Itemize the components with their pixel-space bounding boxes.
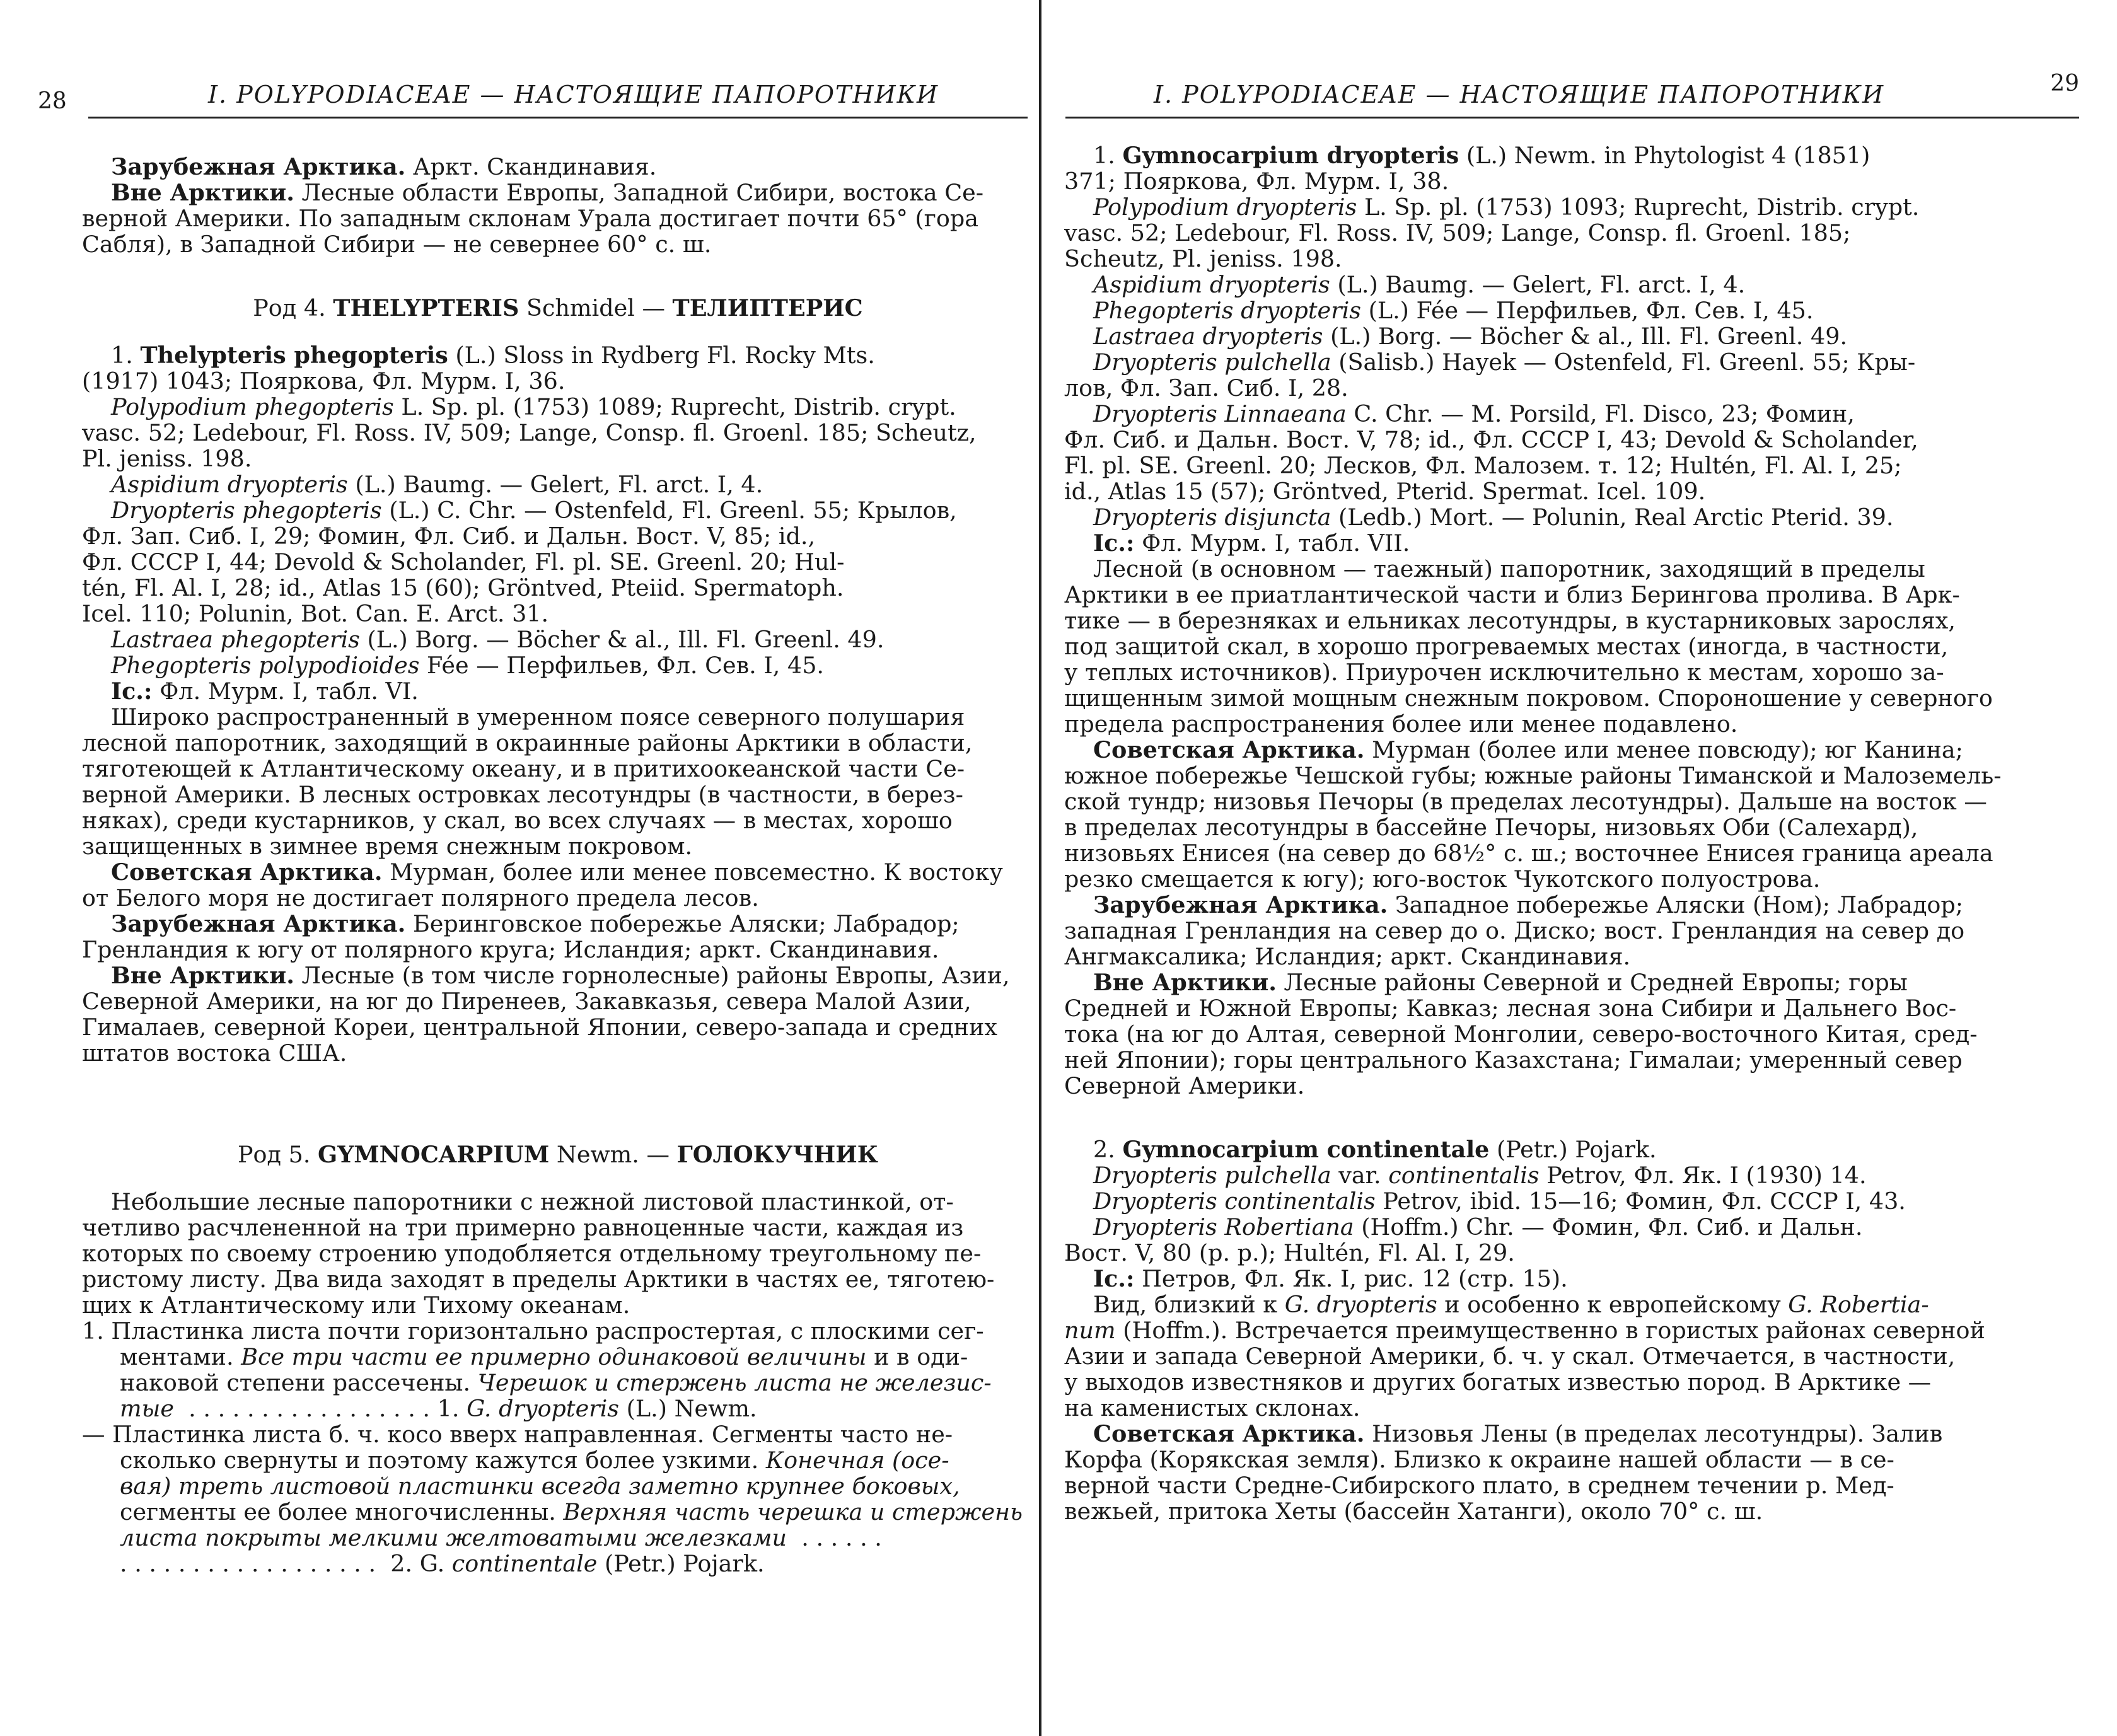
text-run: Вне Арктики.: [111, 179, 294, 206]
text-run: сегменты ее более многочисленны.: [120, 1498, 564, 1525]
text-run: листа покрыты мелкими желтоватыми железками: [120, 1524, 787, 1551]
left-text-line: [82, 963, 1034, 988]
right-text-line: [1064, 298, 2085, 323]
left-text-line: [82, 1396, 1034, 1421]
text-run: var.: [1331, 1162, 1389, 1189]
text-run: Черешок и стержень листа не железис-: [477, 1369, 992, 1396]
text-run: Polypodium phegopteris: [111, 393, 394, 420]
right-text-line: [1064, 1214, 2085, 1240]
left-text-line: [82, 420, 1034, 446]
right-text-line: [1064, 194, 2085, 220]
text-run: Азии и запада Северной Америки, б. ч. у скал. Отмечается, в частности,: [1064, 1343, 1956, 1370]
right-text-line: [1064, 918, 2085, 944]
right-text-line: [1064, 1447, 2085, 1473]
text-run: Polypodium dryopteris: [1093, 194, 1357, 221]
text-run: у теплых источников). Приурочен исключительно к местам, хорошо за-: [1064, 659, 1944, 686]
right-text-line: [1064, 1137, 2085, 1162]
text-run: G. dryopteris: [1284, 1291, 1437, 1318]
text-run: Thelypteris phegopteris: [140, 342, 448, 369]
right-text-line: [1064, 1266, 2085, 1292]
left-text-line: [82, 1104, 1034, 1142]
right-text-line: [1064, 1162, 2085, 1188]
text-run: Pl. jeniss. 198.: [82, 445, 252, 472]
text-run: Gymnocarpium continentale: [1122, 1136, 1490, 1163]
right-text-line: [1064, 892, 2085, 918]
text-run: tén, Fl. Al. I, 28; id., Atlas 15 (60); Gröntved, Pteiid. Spermatoph.: [82, 574, 844, 601]
left-text-line: [82, 1318, 1034, 1344]
text-run: штатов востока США.: [82, 1039, 347, 1067]
text-run: Широко распространенный в умеренном поясе северного полушария: [111, 703, 965, 731]
left-text-line: [82, 1215, 1034, 1241]
right-text-line: [1064, 272, 2085, 298]
text-run: Ic.:: [111, 678, 153, 705]
right-text-line: [1064, 323, 2085, 349]
text-run: Dryopteris continentalis: [1093, 1188, 1376, 1215]
text-run: Aspidium dryopteris: [1093, 271, 1330, 298]
left-text-line: [82, 1344, 1034, 1370]
right-text-line: [1064, 1421, 2085, 1447]
right-text-line: [1064, 220, 2085, 246]
left-text-line: [82, 342, 1034, 368]
right-text-line: [1064, 608, 2085, 634]
right-text-line: [1064, 1240, 2085, 1266]
text-run: vasc. 52; Ledebour, Fl. Ross. IV, 509; Lange, Consp. fl. Groenl. 185; Scheutz,: [82, 419, 977, 446]
left-text-line: [82, 911, 1034, 937]
text-run: резко смещается к югу); юго-восток Чукотского полуострова.: [1064, 865, 1821, 893]
text-run: Гималаев, северной Кореи, центральной Японии, северо-запада и средних: [82, 1014, 997, 1041]
left-text-line: [82, 368, 1034, 394]
left-text-line: [82, 180, 1034, 205]
right-text-line: [1064, 685, 2085, 711]
text-run: Верхняя часть черешка и стержень: [563, 1498, 1023, 1525]
text-run: . . . . . . . . . . . . . . . . . 1.: [173, 1395, 467, 1422]
left-text-line: [82, 231, 1034, 257]
left-text-line: [82, 549, 1034, 575]
right-text-line: [1064, 453, 2085, 478]
text-run: Фл. Сиб. и Дальн. Вост. V, 78; id., Фл. СССР I, 43; Devold & Scholander,: [1064, 426, 1918, 453]
right-text-line: [1064, 349, 2085, 375]
text-run: тяготеющей к Атлантическому океану, и в притихоокеанской части Се-: [82, 755, 965, 782]
right-text-line: [1064, 840, 2085, 866]
text-run: тике — в березняках и ельниках лесотундры, в кустарниковых зарослях,: [1064, 607, 1956, 634]
text-run: Лесные районы Северной и Средней Европы; горы: [1276, 969, 1908, 996]
right-text-line: [1064, 1317, 2085, 1343]
right-text-line: [1064, 375, 2085, 401]
text-run: от Белого моря не достигает полярного предела лесов.: [82, 884, 759, 911]
left-text-line: [82, 988, 1034, 1014]
right-page-body: [1064, 142, 2085, 1524]
text-run: и особенно к европейскому: [1437, 1291, 1789, 1318]
left-text-line: [82, 205, 1034, 231]
text-run: Сабля), в Западной Сибири — не севернее 60° с. ш.: [82, 231, 712, 258]
text-run: (Petr.) Pojark.: [1489, 1136, 1657, 1163]
text-run: Petrov, ibid. 15—16; Фомин, Фл. СССР I, 43.: [1375, 1188, 1906, 1215]
text-run: (L.) Borg. — Böcher & al., Ill. Fl. Greenl. 49.: [1323, 323, 1848, 350]
right-text-line: [1064, 530, 2085, 556]
text-run: верной Америки. По западным склонам Урала достигает почти 65° (гора: [82, 205, 978, 232]
left-text-line: [82, 1241, 1034, 1266]
right-text-line: [1064, 944, 2085, 969]
text-run: Petrov, Фл. Як. I (1930) 14.: [1539, 1162, 1867, 1189]
text-run: Все три части ее примерно одинаковой величины: [241, 1343, 867, 1370]
text-run: Лесной (в основном — таежный) папоротник, заходящий в пределы: [1093, 555, 1925, 582]
right-text-line: [1064, 634, 2085, 659]
text-run: Lastraea phegopteris: [111, 626, 360, 653]
text-run: 2.: [1093, 1136, 1123, 1163]
left-text-line: [82, 497, 1034, 523]
right-text-line: [1064, 504, 2085, 530]
text-run: Icel. 110; Polunin, Bot. Can. E. Arct. 31.: [82, 600, 549, 627]
right-text-line: [1064, 995, 2085, 1021]
left-text-line: [82, 652, 1034, 678]
left-text-line: [82, 1499, 1034, 1525]
text-run: Вост. V, 80 (p. p.); Hultén, Fl. Al. I, 29.: [1064, 1239, 1515, 1266]
text-run: Dryopteris phegopteris: [111, 497, 382, 524]
text-run: id., Atlas 15 (57); Gröntved, Pterid. Spermat. Icel. 109.: [1064, 478, 1706, 505]
left-text-line: [82, 394, 1034, 420]
left-text-line: [82, 1292, 1034, 1318]
text-run: западная Гренландия на север до о. Диско; вост. Гренландия на север до: [1064, 917, 1965, 944]
text-run: (Salisb.) Hayek — Ostenfeld, Fl. Greenl. 55; Кры-: [1331, 349, 1916, 376]
text-run: няках), среди кустарников, у скал, во всех случаях — в местах, хорошо: [82, 807, 953, 834]
text-run: Вне Арктики.: [1093, 969, 1277, 996]
left-text-line: [82, 154, 1034, 180]
left-text-line: [82, 601, 1034, 627]
text-run: Лесные (в том числе горнолесные) районы Европы, Азии,: [294, 962, 1010, 989]
text-run: ТЕЛИПТЕРИС: [672, 294, 863, 321]
text-run: на каменистых склонах.: [1064, 1394, 1360, 1421]
text-run: (Ledb.) Mort. — Polunin, Real Arctic Pterid. 39.: [1331, 504, 1894, 531]
left-text-line: [82, 1167, 1034, 1189]
text-run: которых по своему строению уподобляется отдельному треугольному пе-: [82, 1240, 982, 1267]
left-text-line: [82, 1142, 1034, 1167]
left-text-line: [82, 627, 1034, 652]
text-run: vasc. 52; Ledebour, Fl. Ross. IV, 509; Lange, Consp. fl. Groenl. 185;: [1064, 219, 1851, 246]
text-run: 371; Пояркова, Фл. Мурм. I, 38.: [1064, 168, 1449, 195]
running-header-right-text: I. POLYPODIACEAE — НАСТОЯЩИЕ ПАПОРОТНИКИ: [1154, 81, 1885, 108]
text-run: continentalis: [1388, 1162, 1540, 1189]
left-text-line: [82, 1473, 1034, 1499]
left-text-line: [82, 1421, 1034, 1447]
left-page: [0, 0, 1047, 1736]
text-run: предела распространения более или менее подавлено.: [1064, 710, 1738, 738]
right-text-line: [1064, 1369, 2085, 1395]
text-run: Dryopteris pulchella: [1093, 1162, 1331, 1189]
left-text-line: [82, 1525, 1034, 1551]
text-run: щищенным зимой мощным снежным покровом. Спороношение у северного: [1064, 685, 1993, 712]
text-run: Зарубежная Арктика.: [111, 153, 406, 180]
right-text-line: [1064, 1498, 2085, 1524]
text-run: Фл. Мурм. I, табл. VI.: [152, 678, 419, 705]
right-text-line: [1064, 711, 2085, 737]
right-text-line: [1064, 866, 2085, 892]
text-run: (L.) Sloss in Rydberg Fl. Rocky Mts.: [448, 342, 875, 369]
text-run: . . . . . . . . . . . . . . . . . . 2. G.: [120, 1550, 452, 1577]
text-run: южное побережье Чешской губы; южные районы Тиманской и Малоземель-: [1064, 762, 2002, 789]
text-run: тые: [120, 1395, 174, 1422]
page-gutter-divider: [1039, 0, 1041, 1736]
left-text-line: [82, 1266, 1034, 1292]
text-run: ГОЛОКУЧНИК: [676, 1141, 878, 1168]
right-text-line: [1064, 1343, 2085, 1369]
text-run: лов, Фл. Зап. Сиб. I, 28.: [1064, 374, 1348, 402]
text-run: Fée — Перфильев, Фл. Сев. I, 45.: [419, 652, 825, 679]
right-text-line: [1064, 142, 2085, 168]
text-run: ской тундр; низовья Печоры (в пределах лесотундры). Дальше на восток —: [1064, 788, 1987, 815]
text-run: . . . . . .: [787, 1524, 882, 1551]
text-run: Советская Арктика.: [111, 859, 383, 886]
left-text-line: [82, 1040, 1034, 1066]
left-text-line: [82, 704, 1034, 730]
left-text-line: [82, 446, 1034, 472]
text-run: Аркт. Скандинавия.: [405, 153, 657, 180]
right-text-line: [1064, 1188, 2085, 1214]
right-text-line: [1064, 1473, 2085, 1498]
left-page-body: [82, 154, 1034, 1577]
text-run: ристому листу. Два вида заходят в пределы Арктики в частях ее, тяготею-: [82, 1266, 995, 1293]
text-run: Aspidium dryopteris: [111, 471, 348, 498]
left-text-line: [82, 859, 1034, 885]
running-header-left-text: I. POLYPODIACEAE — НАСТОЯЩИЕ ПАПОРОТНИКИ: [208, 81, 939, 108]
text-run: у выходов известняков и других богатых известью пород. В Арктике —: [1064, 1369, 1932, 1396]
header-rule-left: [88, 117, 1028, 119]
right-text-line: [1064, 427, 2085, 453]
text-run: щих к Атлантическому или Тихому океанам.: [82, 1292, 630, 1319]
text-run: Вид, близкий к: [1093, 1291, 1285, 1318]
left-text-line: [82, 756, 1034, 782]
text-run: (Hoffm.). Встречается преимущественно в гористых районах северной: [1115, 1317, 1985, 1344]
right-text-line: [1064, 1292, 2085, 1317]
page-number-right: 29: [2050, 71, 2079, 96]
right-text-line: [1064, 1395, 2085, 1421]
text-run: 1. Пластинка листа почти горизонтально распростертая, с плоскими сег-: [82, 1317, 984, 1345]
text-run: верной части Средне-Сибирского плато, в среднем течении р. Мед-: [1064, 1472, 1894, 1499]
left-text-line: [82, 885, 1034, 911]
right-text-line: [1064, 1021, 2085, 1047]
text-run: Зарубежная Арктика.: [111, 910, 406, 937]
right-text-line: [1064, 582, 2085, 608]
text-run: 1.: [111, 342, 141, 369]
text-run: (L.) Baumg. — Gelert, Fl. arct. I, 4.: [1330, 271, 1746, 298]
text-run: четливо расчлененной на три примерно равноценные части, каждая из: [82, 1214, 964, 1241]
text-run: (L.) Fée — Перфильев, Фл. Сев. I, 45.: [1361, 297, 1814, 324]
text-run: C. Chr. — M. Porsild, Fl. Disco, 23; Фомин,: [1346, 400, 1855, 427]
left-text-line: [82, 782, 1034, 807]
header-rule-right: [1065, 117, 2079, 119]
text-run: Фл. Мурм. I, табл. VII.: [1134, 529, 1410, 557]
left-text-line: [82, 523, 1034, 549]
right-text-line: [1064, 969, 2085, 995]
text-run: G. Robertia-: [1788, 1291, 1929, 1318]
text-run: Newm. —: [549, 1141, 677, 1168]
text-run: (L.) Newm. in Phytologist 4 (1851): [1459, 142, 1870, 169]
left-text-line: [82, 833, 1034, 859]
text-run: Гренландия к югу от полярного круга; Исландия; аркт. Скандинавия.: [82, 936, 939, 963]
left-text-line: [82, 937, 1034, 963]
right-text-line: [1064, 763, 2085, 789]
text-run: Беринговское побережье Аляски; Лабрадор;: [405, 910, 960, 937]
text-run: Фл. Зап. Сиб. I, 29; Фомин, Фл. Сиб. и Дальн. Вост. V, 85; id.,: [82, 523, 816, 550]
text-run: Род 4.: [253, 294, 334, 321]
text-run: Корфа (Корякская земля). Близко к окраине нашей области — в се-: [1064, 1446, 1894, 1473]
text-run: L. Sp. pl. (1753) 1089; Ruprecht, Distrib. crypt.: [393, 393, 956, 420]
text-run: (1917) 1043; Пояркова, Фл. Мурм. I, 36.: [82, 367, 566, 395]
text-run: сколько свернуты и поэтому кажутся более узкими.: [120, 1447, 766, 1474]
text-run: защищенных в зимнее время снежным покровом.: [82, 833, 693, 860]
text-run: GYMNOCARPIUM: [318, 1141, 550, 1168]
text-run: Небольшие лесные папоротники с нежной листовой пластинкой, от-: [111, 1188, 954, 1215]
text-run: лесной папоротник, заходящий в окраинные районы Арктики в области,: [82, 729, 973, 756]
text-run: L. Sp. pl. (1753) 1093; Ruprecht, Distrib. crypt.: [1357, 194, 1920, 221]
right-text-line: [1064, 246, 2085, 272]
left-text-line: [82, 1447, 1034, 1473]
text-run: (L.) Baumg. — Gelert, Fl. arct. I, 4.: [347, 471, 763, 498]
text-run: Зарубежная Арктика.: [1093, 891, 1388, 918]
text-run: Dryopteris pulchella: [1093, 349, 1331, 376]
text-run: вая) треть листовой пластинки всегда заметно крупнее боковых,: [120, 1473, 960, 1500]
text-run: низовьях Енисея (на север до 68½° с. ш.; восточнее Енисея граница ареала: [1064, 840, 1993, 867]
text-run: Fl. pl. SE. Greenl. 20; Лесков, Фл. Малозем. т. 12; Hultén, Fl. Al. I, 25;: [1064, 452, 1902, 479]
text-run: G. dryopteris: [467, 1395, 620, 1422]
text-run: Phegopteris dryopteris: [1093, 297, 1361, 324]
right-text-line: [1064, 659, 2085, 685]
right-text-line: [1064, 478, 2085, 504]
right-page: [1047, 0, 2117, 1736]
text-run: num: [1064, 1317, 1116, 1344]
text-run: Советская Арктика.: [1093, 1420, 1365, 1447]
text-run: 1.: [1093, 142, 1123, 169]
text-run: верной Америки. В лесных островках лесотундры (в частности, в берез-: [82, 781, 963, 808]
text-run: Мурман, более или менее повсеместно. К востоку: [382, 859, 1003, 886]
text-run: Dryopteris disjuncta: [1093, 504, 1331, 531]
text-run: Scheutz, Pl. jeniss. 198.: [1064, 245, 1342, 272]
left-text-line: [82, 321, 1034, 342]
text-run: (Hoffm.) Chr. — Фомин, Фл. Сиб. и Дальн.: [1354, 1213, 1863, 1241]
text-run: Род 5.: [237, 1141, 318, 1168]
text-run: Dryopteris Robertiana: [1093, 1213, 1354, 1241]
right-text-line: [1064, 556, 2085, 582]
text-run: Северной Америки.: [1064, 1072, 1305, 1099]
left-text-line: [82, 678, 1034, 704]
text-run: наковой степени рассечены.: [120, 1369, 478, 1396]
right-text-line: [1064, 1073, 2085, 1099]
text-run: Фл. СССР I, 44; Devold & Scholander, Fl. pl. SE. Greenl. 20; Hul-: [82, 548, 845, 576]
text-run: тока (на юг до Алтая, северной Монголии, северо-восточного Китая, сред-: [1064, 1021, 1978, 1048]
left-text-line: [82, 472, 1034, 497]
right-text-line: [1064, 1047, 2085, 1073]
text-run: continentale: [451, 1550, 598, 1577]
text-run: — Пластинка листа б. ч. косо вверх направленная. Сегменты часто не-: [82, 1421, 953, 1448]
text-run: Lastraea dryopteris: [1093, 323, 1323, 350]
text-run: Арктики в ее приатлантической части и близ Берингова пролива. В Арк-: [1064, 581, 1960, 608]
text-run: Ангмаксалика; Исландия; аркт. Скандинавия.: [1064, 943, 1631, 970]
left-text-line: [82, 1370, 1034, 1396]
right-text-line: [1064, 168, 2085, 194]
right-text-line: [1064, 737, 2085, 763]
left-text-line: [82, 295, 1034, 321]
text-run: Ic.:: [1093, 529, 1135, 557]
text-run: и в оди-: [866, 1343, 968, 1370]
text-run: Северной Америки, на юг до Пиренеев, Закавказья, севера Малой Азии,: [82, 988, 972, 1015]
text-run: Низовья Лены (в пределах лесотундры). Залив: [1364, 1420, 1943, 1447]
left-text-line: [82, 807, 1034, 833]
text-run: Конечная (осе-: [765, 1447, 949, 1474]
text-run: Phegopteris polypodioides: [111, 652, 420, 679]
text-run: (L.) C. Chr. — Ostenfeld, Fl. Greenl. 55; Крылов,: [381, 497, 957, 524]
left-text-line: [82, 257, 1034, 295]
text-run: Советская Арктика.: [1093, 736, 1365, 763]
right-text-line: [1064, 1099, 2085, 1137]
left-text-line: [82, 1551, 1034, 1577]
left-text-line: [82, 1066, 1034, 1104]
running-header-right: [1065, 74, 2079, 119]
running-header-left: [88, 74, 1028, 119]
text-run: Петров, Фл. Як. I, рис. 12 (стр. 15).: [1134, 1265, 1568, 1292]
left-text-line: [82, 1014, 1034, 1040]
text-run: Dryopteris Linnaeana: [1093, 400, 1347, 427]
right-text-line: [1064, 401, 2085, 427]
text-run: ментами.: [120, 1343, 241, 1370]
text-run: Gymnocarpium dryopteris: [1122, 142, 1459, 169]
text-run: Средней и Южной Европы; Кавказ; лесная зона Сибири и Дальнего Вос-: [1064, 995, 1957, 1022]
text-run: ней Японии); горы центрального Казахстана; Гималаи; умеренный север: [1064, 1046, 1963, 1073]
text-run: в пределах лесотундры в бассейне Печоры, низовьях Оби (Салехард),: [1064, 814, 1918, 841]
text-run: THELYPTERIS: [333, 294, 519, 321]
text-run: Западное побережье Аляски (Ном); Лабрадор;: [1388, 891, 1964, 918]
text-run: Мурман (более или менее повсюду); юг Канина;: [1364, 736, 1963, 763]
text-run: вежьей, притока Хеты (бассейн Хатанги), около 70° с. ш.: [1064, 1498, 1763, 1525]
text-run: под защитой скал, в хорошо прогреваемых местах (иногда, в частности,: [1064, 633, 1949, 660]
text-run: (L.) Borg. — Böcher & al., Ill. Fl. Greenl. 49.: [359, 626, 884, 653]
text-run: (L.) Newm.: [619, 1395, 757, 1422]
text-run: Ic.:: [1093, 1265, 1135, 1292]
right-text-line: [1064, 789, 2085, 814]
left-text-line: [82, 730, 1034, 756]
text-run: (Petr.) Pojark.: [597, 1550, 765, 1577]
text-run: Лесные области Европы, Западной Сибири, востока Се-: [294, 179, 984, 206]
left-text-line: [82, 1189, 1034, 1215]
left-text-line: [82, 575, 1034, 601]
page-number-left: 28: [38, 88, 67, 114]
text-run: Вне Арктики.: [111, 962, 294, 989]
right-text-line: [1064, 814, 2085, 840]
text-run: Schmidel —: [519, 294, 673, 321]
